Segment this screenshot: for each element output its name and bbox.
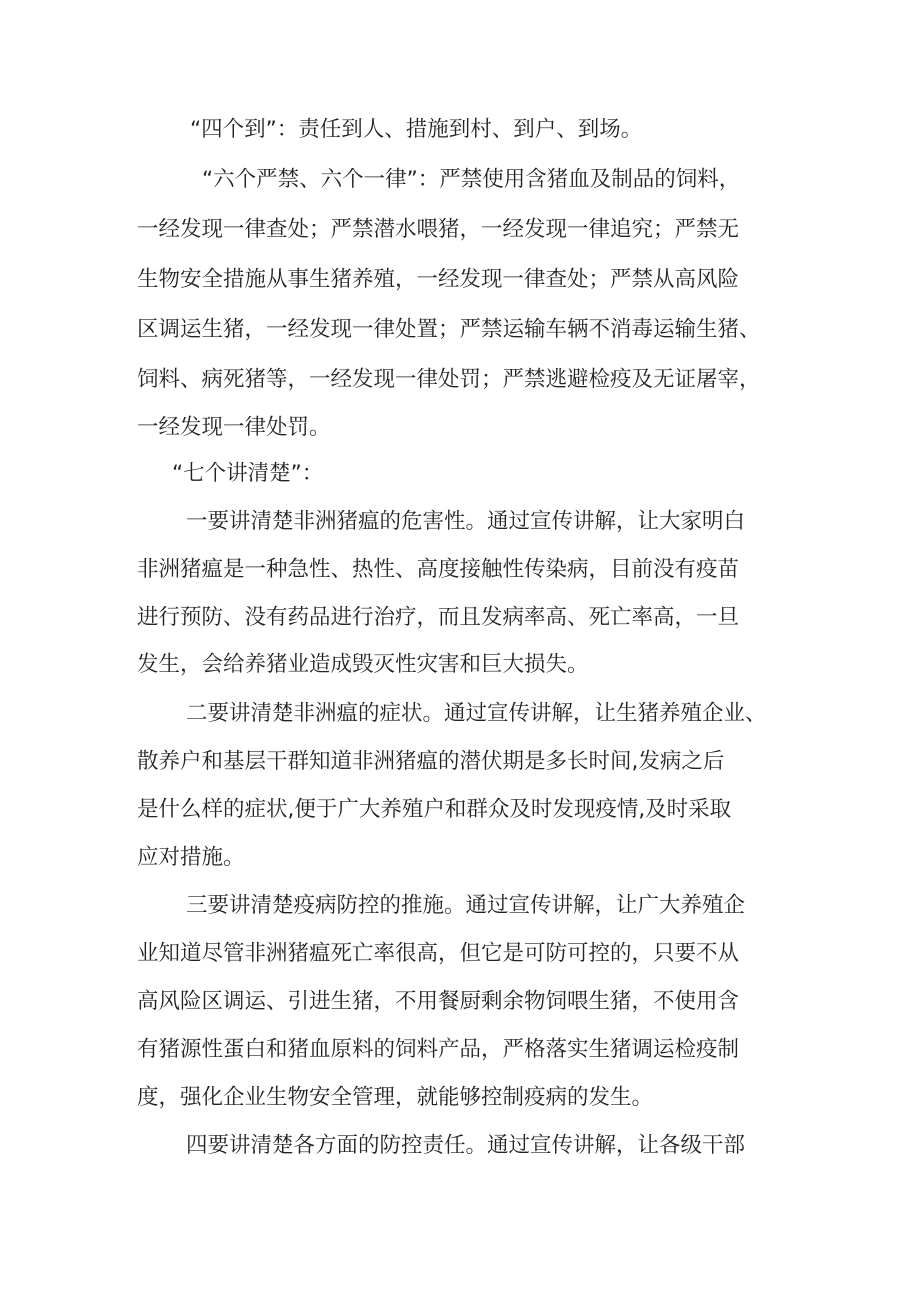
text-line: [0, 260, 920, 300]
text-line-content: 二要讲清楚非洲瘟的症状。通过宣传讲解，让生猪养殖企业、: [186, 701, 767, 726]
text-line: [0, 160, 920, 200]
text-line-content: 饲料、病死猪等，一经发现一律处罚；严禁逃避检疫及无证屠宰，: [137, 367, 761, 392]
text-line: [0, 742, 920, 782]
text-line-content: 一经发现一律处罚。: [137, 415, 331, 440]
text-line: [0, 310, 920, 350]
text-line: [0, 934, 920, 974]
text-line: [0, 694, 920, 734]
text-line-content: “四个到”：责任到人、措施到村、到户、到场。: [190, 117, 643, 142]
text-line-content: 散养户和基层干群知道非洲猪瘟的潜伏期是多长时间,发病之后: [137, 749, 725, 774]
text-line: [0, 1126, 920, 1166]
text-line: [0, 790, 920, 830]
text-line-content: 是什么样的症状,便于广大养殖户和群众及时发现疫情,及时采取: [137, 797, 732, 822]
text-line: [0, 360, 920, 400]
text-line: [0, 886, 920, 926]
text-line: [0, 838, 920, 878]
text-line-content: 非洲猪瘟是一种急性、热性、高度接触性传染病，目前没有疫苗: [137, 557, 740, 582]
text-line-content: “六个严禁、六个一律”：严禁使用含猪血及制品的饲料，: [202, 167, 741, 192]
text-line: [0, 645, 920, 685]
text-line-content: 三要讲清楚疫病防控的推施。通过宣传讲解，让广大养殖企: [186, 893, 746, 918]
text-line-content: 有猪源性蛋白和猪血原料的饲料产品，严格落实生猪调运检疫制: [137, 1037, 740, 1062]
text-line: [0, 1078, 920, 1118]
text-line-content: 度，强化企业生物安全管理，就能够控制疫病的发生。: [137, 1085, 654, 1110]
text-line-content: 区调运生猪，一经发现一律处置；严禁运输车辆不消毒运输生猪、: [137, 317, 761, 342]
text-line-content: 高风险区调运、引进生猪，不用餐厨剩余物饲喂生猪，不使用含: [137, 989, 740, 1014]
text-line-content: 进行预防、没有药品进行治疗，而且发病率高、死亡率高，一旦: [137, 605, 740, 630]
text-line-content: 发生，会给养猪业造成毁灭性灾害和巨大损失。: [137, 652, 589, 677]
text-line-content: 业知道尽管非洲猪瘟死亡率很高，但它是可防可控的，只要不从: [137, 941, 740, 966]
text-line: [0, 1030, 920, 1070]
text-line: [0, 110, 920, 150]
text-line: [0, 502, 920, 542]
text-line-content: 生物安全措施从事生猪养殖，一经发现一律查处；严禁从高风险: [137, 267, 740, 292]
text-line-content: 四要讲清楚各方面的防控责任。通过宣传讲解，让各级干部: [186, 1133, 746, 1158]
text-line: [0, 598, 920, 638]
text-line-content: 一经发现一律查处；严禁潜水喂猪，一经发现一律追究；严禁无: [137, 217, 740, 242]
text-line-content: 一要讲清楚非洲猪瘟的危害性。通过宣传讲解，让大家明白: [186, 509, 746, 534]
text-line: [0, 454, 920, 494]
text-line: [0, 550, 920, 590]
text-line-content: 应对措施。: [137, 845, 245, 870]
text-line: [0, 982, 920, 1022]
text-line-content: “七个讲清楚”：: [172, 461, 324, 486]
text-line: [0, 408, 920, 448]
text-line: [0, 210, 920, 250]
